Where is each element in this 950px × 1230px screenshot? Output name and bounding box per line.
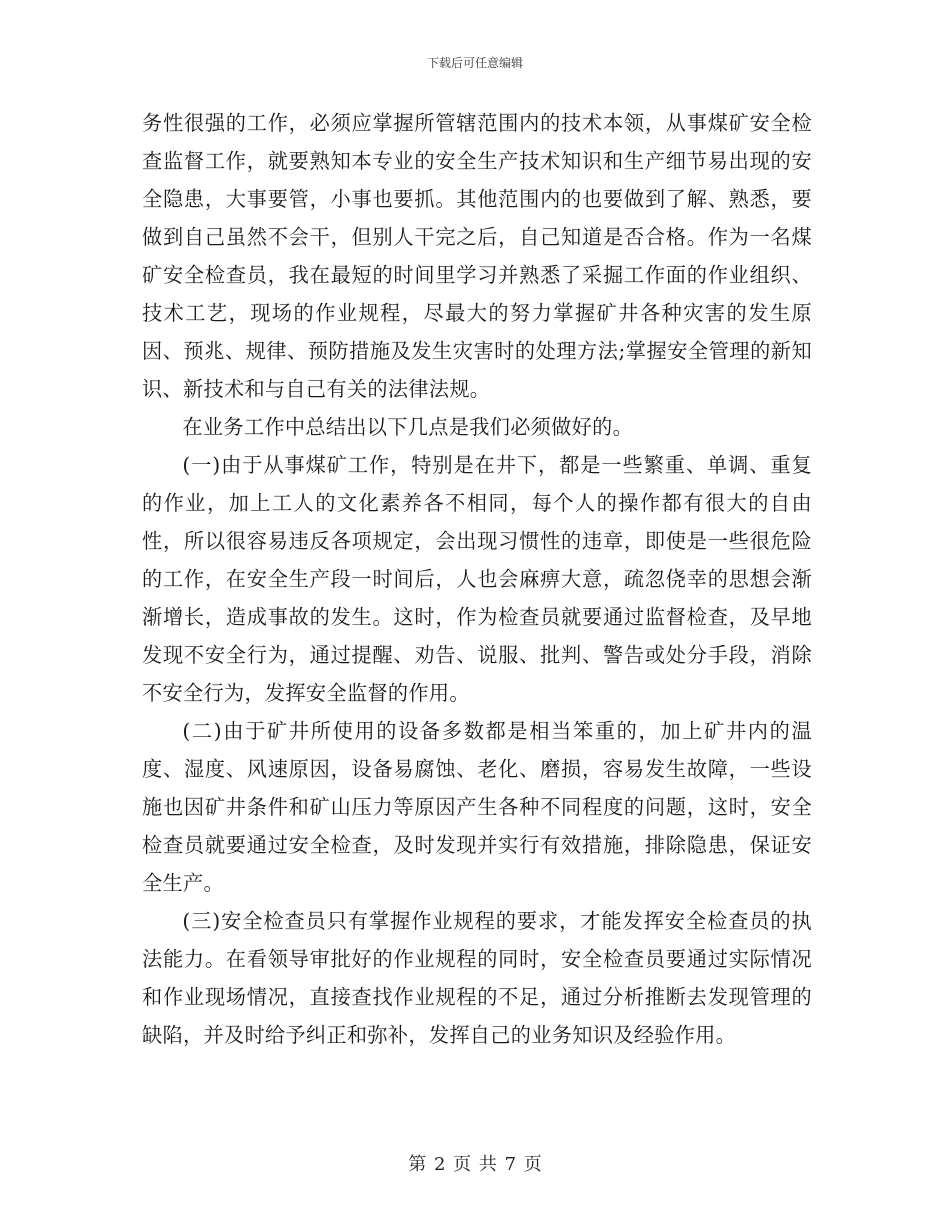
- paragraph-continuation: 务性很强的工作，必须应掌握所管辖范围内的技术本领，从事煤矿安全检查监督工作，就要熟知本专业的安全生产技术知识和生产细节易出现的安全隐患，大事要管，小事也要抓。其他范围内的也要做到了解、熟悉，要做到自己虽然不会干，但别人干完之后，自己知道是否合格。作为一名煤矿安全检查员，我在最短的时间里学习并熟悉了采掘工作面的作业组织、技术工艺，现场的作业规程，尽最大的努力掌握矿井各种灾害的发生原因、预兆、规律、预防措施及发生灾害时的处理方法;掌握安全管理的新知识、新技术和与自己有关的法律法规。: [142, 111, 812, 401]
- paragraph-point-1: (一)由于从事煤矿工作，特别是在井下，都是一些繁重、单调、重复的作业，加上工人的文化素养各不相同，每个人的操作都有很大的自由性，所以很容易违反各项规定，会出现习惯性的违章，即使是一些很危险的工作，在安全生产段一时间后，人也会麻痹大意，疏忽侥幸的思想会渐渐增长，造成事故的发生。这时，作为检查员就要通过监督检查，及早地发现不安全行为，通过提醒、劝告、说服、批判、警告或处分手段，消除不安全行为，发挥安全监督的作用。: [142, 453, 812, 705]
- paragraph-point-2: (二)由于矿井所使用的设备多数都是相当笨重的，加上矿井内的温度、湿度、风速原因，设备易腐蚀、老化、磨损，容易发生故障，一些设施也因矿井条件和矿山压力等原因产生各种不同程度的问题，这时，安全检查员就要通过安全检查，及时发现并实行有效措施，排除隐患，保证安全生产。: [142, 719, 812, 895]
- paragraph-point-3: (三)安全检查员只有掌握作业规程的要求，才能发挥安全检查员的执法能力。在看领导审批好的作业规程的同时，安全检查员要通过实际情况和作业现场情况，直接查找作业规程的不足，通过分析推断去发现管理的缺陷，并及时给予纠正和弥补，发挥自己的业务知识及经验作用。: [142, 909, 812, 1047]
- document-body: [142, 104, 812, 1054]
- paragraph-summary-intro: 在业务工作中总结出以下几点是我们必须做好的。: [182, 415, 634, 439]
- page-footer: 第 2 页 共 7 页: [408, 1154, 542, 1175]
- page-header: 下载后可任意编辑: [426, 56, 523, 70]
